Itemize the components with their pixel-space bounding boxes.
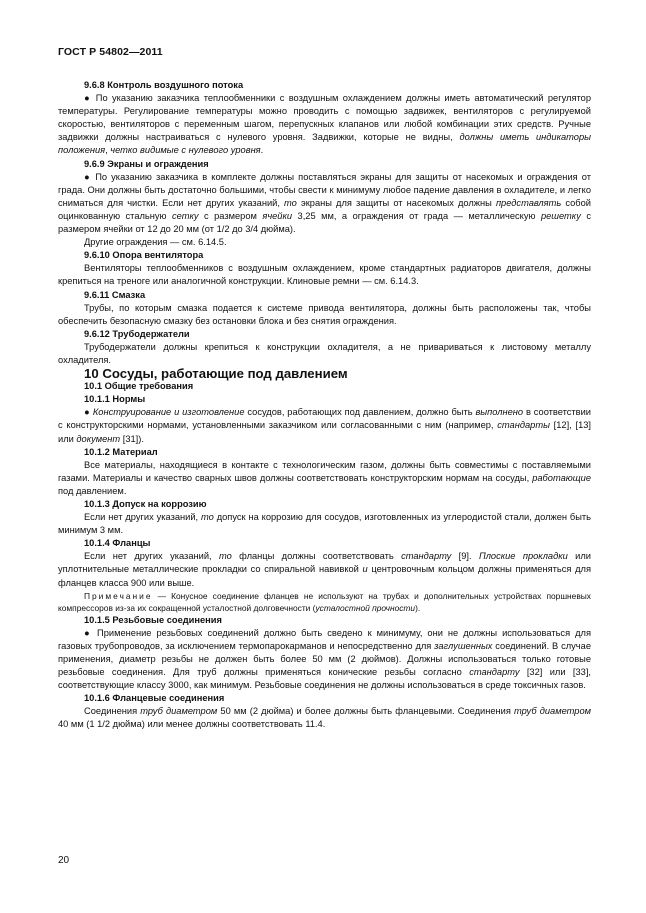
emphasis-text: документ [76,433,121,444]
emphasis-text: Плоские прокладки [478,551,568,562]
text-run: соединений. В случае применения, диаметр резьбы не должен быть более 50 мм (2 дюймов). Должны использоваться только готовые резьбовые соединения. Для труб должны применяться конические резьбы согласно [58,640,591,678]
text-run: Если нет других указаний, [84,551,219,562]
paragraph-9-6-11: Трубы, по которым смазка подается к системе привода вентилятора, должны быть расположены так, чтобы обеспечить безопасную смазку без остановки блока и без снятия ограждения. [58,302,591,326]
paragraph-9-6-12: Трубодержатели должны крепиться к конструкции охладителя, а не привариваться к листовому металлу охладителя. [58,341,591,365]
text-run: собой оцинкованную стальную [58,197,591,221]
heading-10-1-1: 10.1.1 Нормы [84,394,146,405]
paragraph-10-1-6 [58,705,591,731]
emphasis-text: должны иметь индикаторы положения [58,132,591,156]
heading-9-6-10: 9.6.10 Опора вентилятора [84,250,204,261]
text-run: сосудов, работающих под давлением, должно быть [244,407,476,418]
text-run: ● Применение резьбовых соединений должно быть сведено к минимуму, они не должны использоваться для газовых трубопроводов, за исключением термопарокарманов и непосредственно для [58,627,591,651]
text-run: ● [84,407,93,418]
text-run: под давлением. [58,485,127,496]
emphasis-text: заглушенных [434,640,493,651]
text-run: с размером [198,210,263,221]
text-run: [32] или [33], соответствующие классу 3000, как минимум. Резьбовые соединения не должны использоваться в среде токсичных газов. [58,667,591,691]
text-run: [31]). [120,433,144,444]
text-run: [9]. [451,551,479,562]
text-run: в соответствии с конструкторскими нормами, установленными заказчиком или согласованными с ним (например, [58,407,591,431]
page-number: 20 [58,855,70,866]
emphasis-text: и [362,564,368,575]
text-run: Если нет других указаний, [84,512,202,523]
paragraph-9-6-9-other: Другие ограждения — см. 6.14.5. [84,237,227,248]
page-content [58,79,591,732]
text-run: фланцы должны соответствовать [231,551,402,562]
text-run: экраны для защиты от насекомых должны [296,197,496,208]
note-label: Примечание [84,590,153,601]
note-paragraph [58,590,591,614]
standard-header: ГОСТ Р 54802—2011 [58,46,163,58]
paragraph-10-1-4 [58,550,591,589]
heading-10-1-5: 10.1.5 Резьбовые соединения [84,614,222,625]
emphasis-text: сетку [172,210,199,221]
text-run: — Конусное соединение фланцев не используют на трубах и дополнительных устройствах поршневых компрессоров из-за их сокращенной усталостной долговечности ( [58,590,591,613]
heading-9-6-8: 9.6.8 Контроль воздушного потока [84,80,244,90]
emphasis-text: Конструирование и изготовление [92,407,245,418]
text-run: [12], [13] или [58,420,592,444]
heading-9-6-11: 9.6.11 Смазка [84,289,146,300]
paragraph-9-6-10: Вентиляторы теплообменников с воздушным охлаждением, кроме стандартных радиаторов двигателя, должны крепиться на треноге или аналогичной конструкции. Клиновые ремни — см. 6.14.3. [58,263,591,287]
paragraph-10-1-2 [58,459,591,498]
emphasis-text: труб диаметром [140,706,218,717]
text-run: . [260,145,264,156]
text-run: 50 мм (2 дюйма) и более должны быть фланцевыми. Соединения [217,706,515,717]
text-run: ). [415,602,421,613]
paragraph-10-1-1 [58,406,591,445]
paragraph-9-6-8 [58,92,591,157]
emphasis-text: стандарты [497,420,550,431]
emphasis-text: стандарту [401,551,452,562]
text-run: Соединения [84,706,141,717]
text-run: центровочным кольцом должны применяться для фланцев класса 900 или выше. [58,564,591,588]
emphasis-text: то [201,512,214,523]
heading-10-1-3: 10.1.3 Допуск на коррозию [84,499,207,509]
emphasis-text: ячейки [262,210,293,221]
text-run: 40 мм (1 1/2 дюйма) или менее должны соответствовать 11.4. [58,719,326,730]
emphasis-text: стандарту [469,667,520,678]
text-run: допуск на коррозию для сосудов, изготовленных из углеродистой стали, должен быть минимум 3 мм. [58,512,592,536]
emphasis-text: труб диаметром [514,706,592,717]
heading-10-1-2: 10.1.2 Материал [84,446,158,457]
emphasis-text: то [284,197,297,208]
text-run: ● По указанию заказчика теплообменники с воздушным охлаждением должны иметь автоматический регулятор температуры. Регулирование температуры можно проводить с помощью задвижек, вентиляторов с регулируемой скоростью, вентиляторов с переменным шагом, перепускных клапанов или любой комбинации этих средств. Ручные задвижки должны настраиваться с нулевого уровня. Задвижки, которые не видны, [58,93,591,143]
heading-9-6-9: 9.6.9 Экраны и ограждения [84,158,209,169]
emphasis-text: то [218,551,232,562]
text-run: Все материалы, находящиеся в контакте с технологическим газом, должны быть совместимы с поставляемыми газами. Материалы и качество сварных швов должны соответствовать конструкторским нормам на сосуды, [58,459,591,483]
heading-9-6-12: 9.6.12 Трубодержатели [84,328,190,339]
emphasis-text: представлять [495,197,562,208]
emphasis-text: четко видимые с нулевого уровня [110,145,261,156]
emphasis-text: выполнено [475,407,524,418]
text-run: , [105,145,111,156]
heading-10-1-6: 10.1.6 Фланцевые соединения [84,693,225,704]
text-run: или уплотнительные металлические прокладки со спиральной навивкой [58,551,591,575]
emphasis-text: решетку [540,210,581,221]
emphasis-text: усталостной прочности [315,602,416,613]
paragraph-10-1-5 [58,627,591,692]
paragraph-9-6-9 [58,171,591,236]
text-run: с размером ячейки от 12 до 20 мм (от 1/2 до 3/4 дюйма). [58,210,591,235]
section-title-10: 10 Сосуды, работающие под давлением [84,366,348,382]
emphasis-text: работающие [532,472,591,483]
text-run: ● По указанию заказчика в комплекте должны поставляться экраны для защиты от насекомых и ограждения от града. Они должны быть достаточно большими, чтобы свести к минимуму любое падение давления в охладителе, и легко сниматься для чистки. Если нет других указаний, [58,171,591,208]
paragraph-10-1-3 [58,511,591,537]
heading-10-1-4: 10.1.4 Фланцы [84,538,151,549]
text-run: 3,25 мм, а ограждения от града — металлическую [292,210,541,221]
heading-10-1: 10.1 Общие требования [84,381,194,392]
